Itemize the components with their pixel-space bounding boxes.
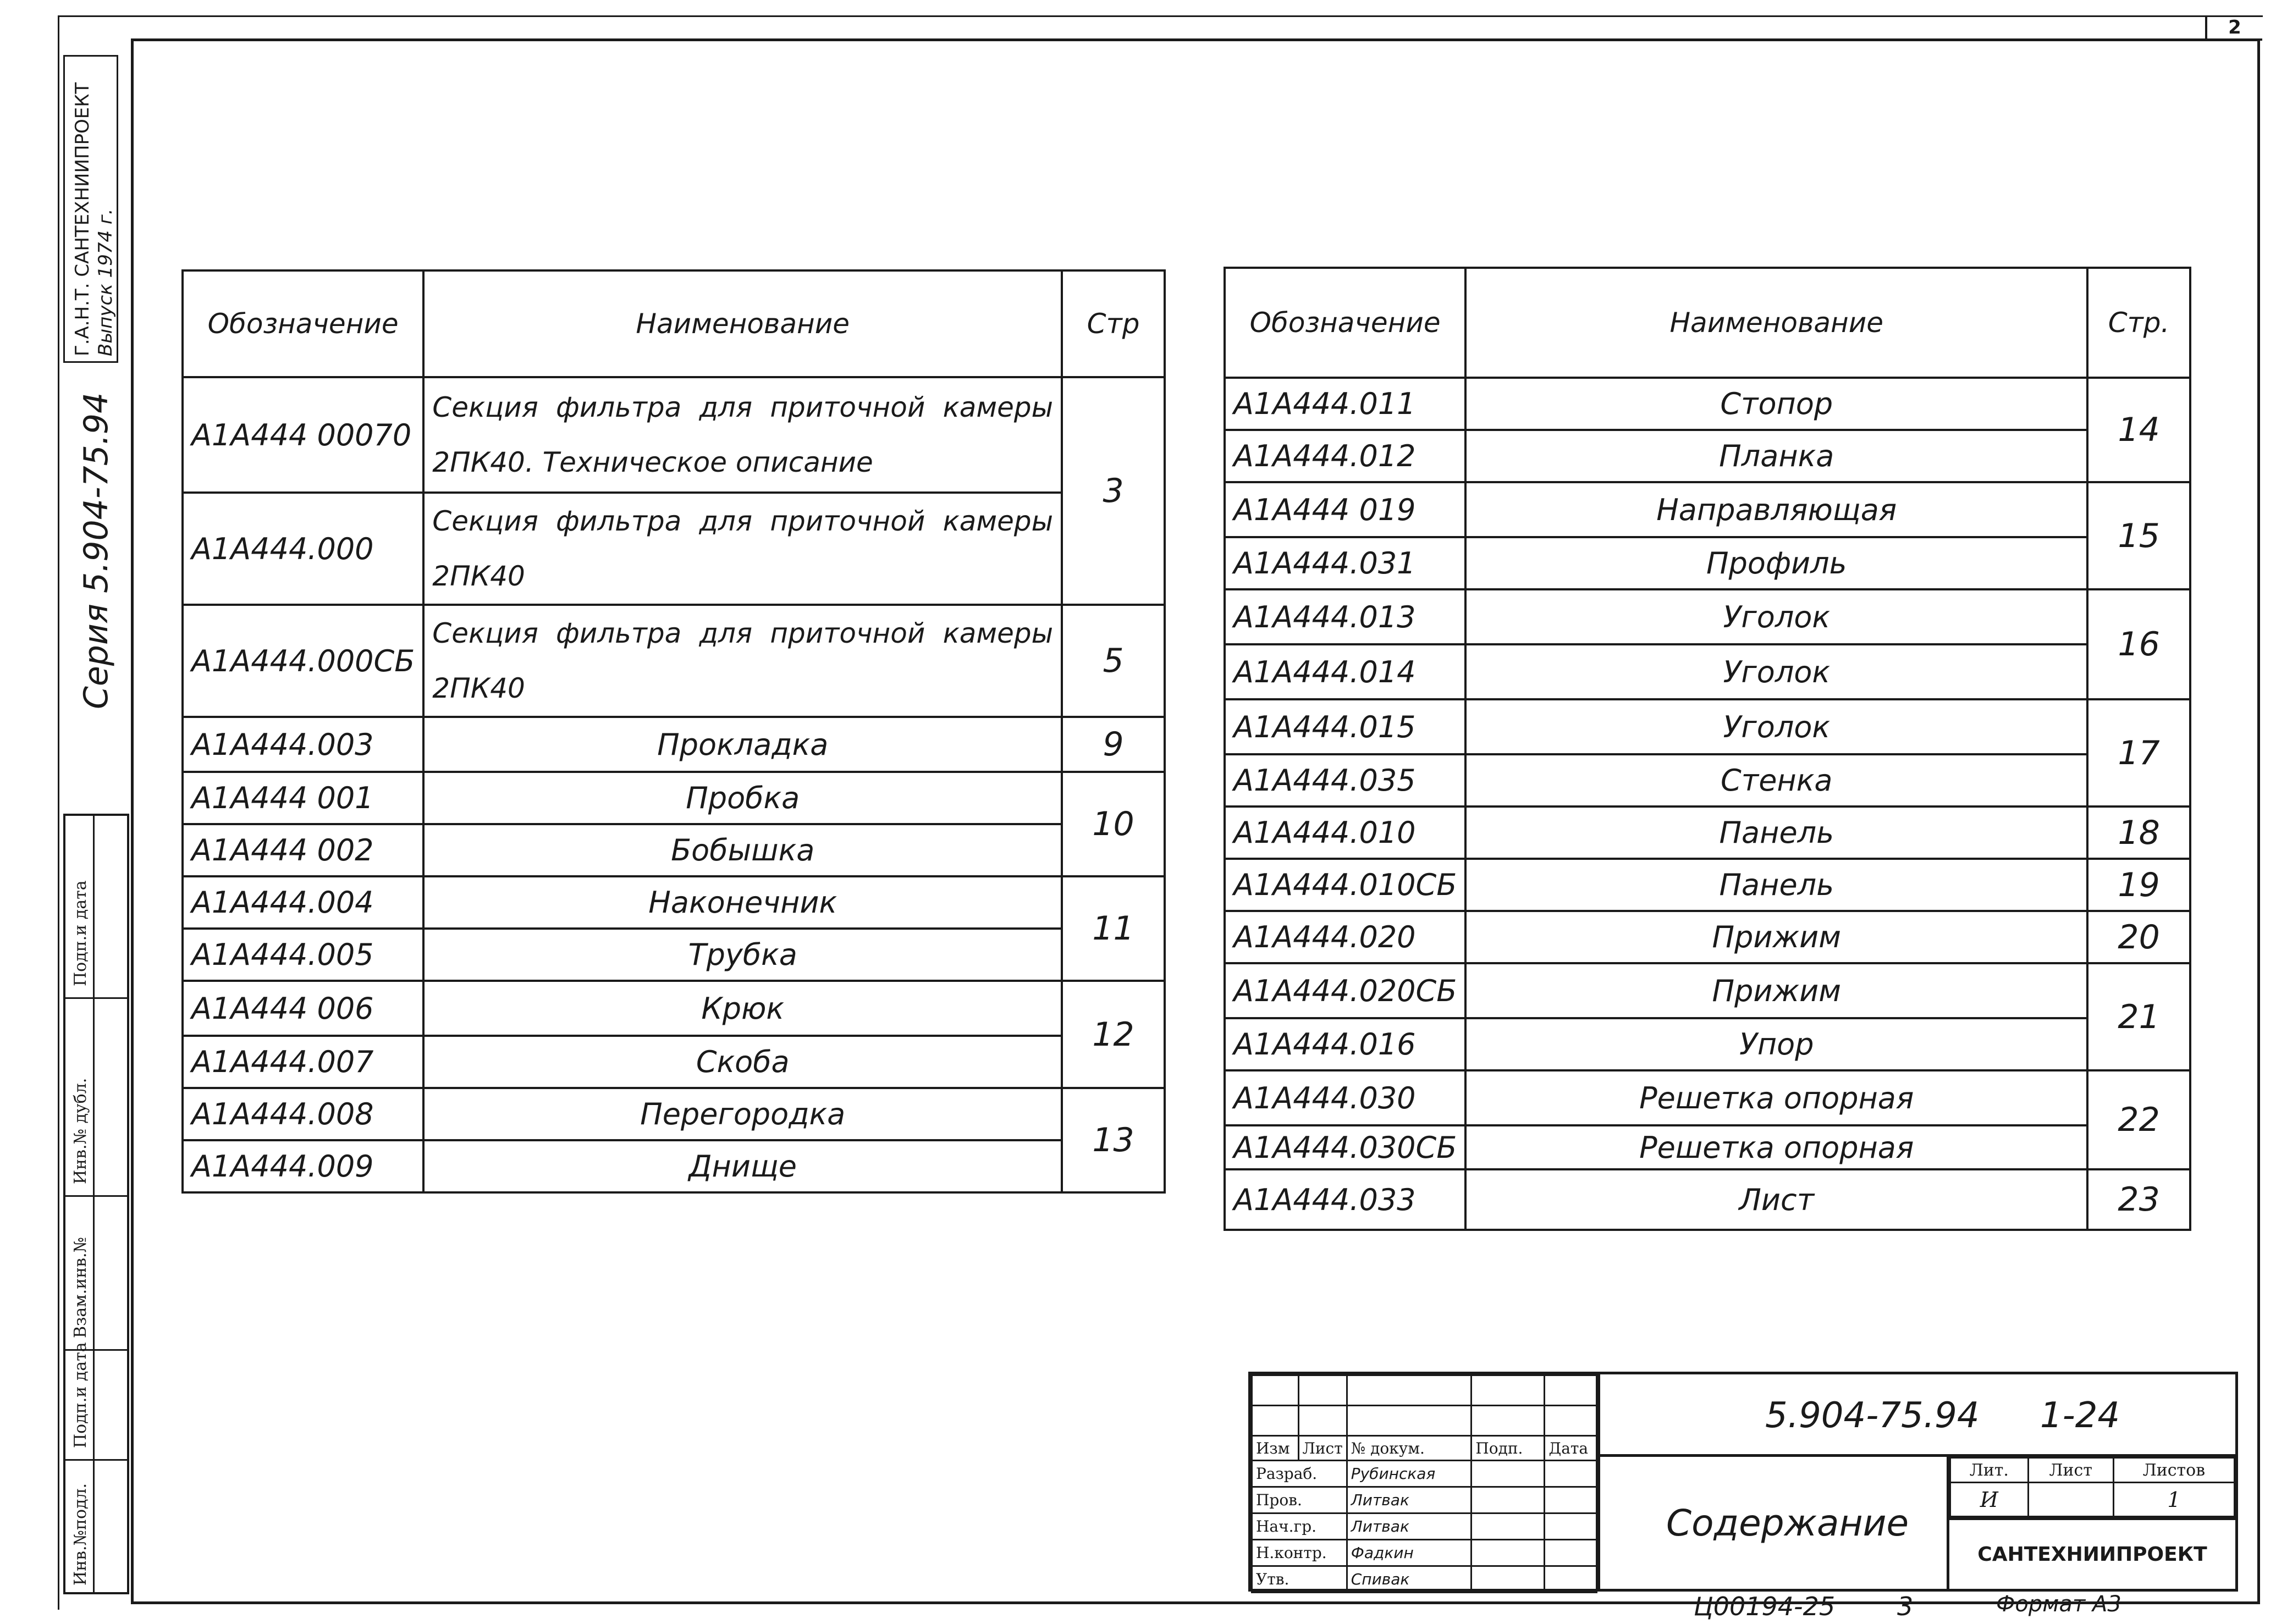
signature-table [1251,1374,1597,1589]
item-name: Уголок [1465,644,2087,699]
item-page: 11 [1062,876,1165,981]
header-name: Наименование [423,270,1062,377]
item-code: A1A444 00070 [183,377,423,493]
item-name: Бобышка [423,824,1062,876]
margin-label-inv-podl: Инв.№подл. [71,1483,90,1586]
date-cell [1545,1487,1597,1513]
item-code: A1A444.031 [1225,537,1465,589]
item-page: 17 [2087,699,2190,807]
sheet-number: 2 [2205,16,2262,41]
item-name: Уголок [1465,589,2087,644]
item-code: A1A444.016 [1225,1018,1465,1070]
item-name: Прижим [1465,911,2087,963]
item-page: 22 [2087,1070,2190,1169]
date-cell [1545,1540,1597,1566]
item-code: A1A444.013 [1225,589,1465,644]
margin-label-podp-data-1: Подп.и дата [71,1342,90,1448]
item-name: Панель [1465,807,2087,859]
item-page: 16 [2087,589,2190,699]
series-label: Серия 5.904-75.94 [77,392,115,709]
col-doc: № докум. [1347,1436,1472,1461]
role-name: Литвак [1347,1513,1472,1540]
item-name: Трубка [423,929,1062,981]
item-code: A1A444.005 [183,929,423,981]
item-page: 5 [1062,605,1165,717]
list-header: Лист [2028,1458,2113,1483]
item-code: A1A444.010СБ [1225,859,1465,911]
margin-row-line [65,1459,127,1461]
outer-border-top [58,15,2263,17]
inventory-subnumber: 3 [1897,1592,1914,1621]
role-name: Рубинская [1347,1461,1472,1487]
item-name: Решетка опорная [1465,1070,2087,1125]
contents-table-left [181,269,1166,1194]
item-code: A1A444.033 [1225,1169,1465,1230]
item-page: 15 [2087,482,2190,589]
header-designation: Обозначение [183,270,423,377]
item-name: Упор [1465,1018,2087,1070]
inventory-number: Ц00194-25 [1694,1592,1836,1621]
signature-cell [1472,1566,1545,1593]
margin-label-vzam-inv: Взам.инв.№ [71,1237,90,1338]
stamp-line-2: Выпуск 1974 г. [95,208,117,356]
signature-cell [1472,1461,1545,1487]
item-name: Планка [1465,430,2087,482]
lit-value: И [1950,1483,2029,1517]
item-name: Прижим [1465,963,2087,1018]
role-label: Н.контр. [1252,1540,1347,1566]
signature-cell [1472,1487,1545,1513]
item-name: Секция фильтра для приточной камеры 2ПК40. Техническое описание [423,377,1062,493]
item-code: A1A444.000 [183,493,423,605]
sheets-range: 1-24 [2040,1395,2120,1436]
item-name: Секция фильтра для приточной камеры 2ПК40 [423,605,1062,717]
item-name: Стенка [1465,754,2087,807]
item-name: Скоба [423,1036,1062,1088]
item-name: Решетка опорная [1465,1125,2087,1169]
item-code: A1A444.000СБ [183,605,423,717]
col-list: Лист [1298,1436,1347,1461]
item-code: A1A444 006 [183,981,423,1036]
listov-value: 1 [2113,1483,2234,1517]
item-code: A1A444.020 [1225,911,1465,963]
item-code: A1A444.008 [183,1088,423,1140]
margin-divider [93,816,95,1592]
stamp-line-1: Г.А.Н.Т. САНТЕХНИИПРОЕКТ [71,82,93,356]
header-name: Наименование [1465,268,2087,378]
item-code: A1A444.014 [1225,644,1465,699]
lit-header: Лит. [1950,1458,2029,1483]
margin-label-inv-dubl: Инв.№ дубл. [71,1078,90,1184]
item-page: 14 [2087,378,2190,482]
role-label: Пров. [1252,1487,1347,1513]
contents-table-right [1224,267,2191,1231]
item-code: A1A444.007 [183,1036,423,1088]
col-date: Дата [1545,1436,1597,1461]
item-code: A1A444.010 [1225,807,1465,859]
margin-row-line [65,1195,127,1197]
item-page: 23 [2087,1169,2190,1230]
item-name: Днище [423,1140,1062,1192]
item-page: 13 [1062,1088,1165,1192]
item-page: 10 [1062,772,1165,876]
item-page: 3 [1062,377,1165,605]
item-name: Прокладка [423,717,1062,772]
margin-label-podp-data-2: Подп.и дата [71,880,90,986]
organization-name: САНТЕХНИИПРОЕКТ [1949,1517,2235,1589]
item-name: Пробка [423,772,1062,824]
margin-row-line [65,997,127,999]
margin-stamp-table [63,814,129,1594]
item-name: Перегородка [423,1088,1062,1140]
item-code: A1A444.009 [183,1140,423,1192]
item-code: A1A444 001 [183,772,423,824]
paper-format: Формат А3 [1996,1592,2121,1617]
role-name: Литвак [1347,1487,1472,1513]
item-page: 9 [1062,717,1165,772]
col-podp: Подп. [1472,1436,1545,1461]
item-name: Секция фильтра для приточной камеры 2ПК40 [423,493,1062,605]
document-title: Содержание [1597,1457,1949,1589]
item-name: Крюк [423,981,1062,1036]
date-cell [1545,1513,1597,1540]
item-page: 19 [2087,859,2190,911]
role-name: Фадкин [1347,1540,1472,1566]
item-page: 18 [2087,807,2190,859]
header-page: Стр [1062,270,1165,377]
role-name: Спивак [1347,1566,1472,1593]
item-code: A1A444.015 [1225,699,1465,754]
document-designation [1597,1374,2235,1457]
listov-header: Листов [2113,1458,2234,1483]
item-code: A1A444.030СБ [1225,1125,1465,1169]
item-page: 21 [2087,963,2190,1070]
header-designation: Обозначение [1225,268,1465,378]
title-block [1248,1372,2238,1592]
header-page: Стр. [2087,268,2190,378]
item-code: A1A444.003 [183,717,423,772]
lit-table [1949,1457,2235,1517]
outer-border-left [58,15,59,1610]
role-label: Утв. [1252,1566,1347,1593]
signature-cell [1472,1513,1545,1540]
date-cell [1545,1566,1597,1593]
item-code: A1A444.020СБ [1225,963,1465,1018]
item-name: Стопор [1465,378,2087,430]
designation-code: 5.904-75.94 [1765,1395,1980,1436]
item-page: 12 [1062,981,1165,1088]
item-name: Лист [1465,1169,2087,1230]
item-code: A1A444.004 [183,876,423,929]
item-code: A1A444 019 [1225,482,1465,537]
signature-cell [1472,1540,1545,1566]
col-izm: Изм [1252,1436,1299,1461]
date-cell [1545,1461,1597,1487]
item-name: Профиль [1465,537,2087,589]
item-code: A1A444.011 [1225,378,1465,430]
item-code: A1A444.030 [1225,1070,1465,1125]
item-page: 20 [2087,911,2190,963]
item-code: A1A444.035 [1225,754,1465,807]
item-name: Уголок [1465,699,2087,754]
role-label: Разраб. [1252,1461,1347,1487]
item-code: A1A444 002 [183,824,423,876]
item-name: Направляющая [1465,482,2087,537]
list-value [2028,1483,2113,1517]
item-code: A1A444.012 [1225,430,1465,482]
role-label: Нач.гр. [1252,1513,1347,1540]
item-name: Наконечник [423,876,1062,929]
item-name: Панель [1465,859,2087,911]
